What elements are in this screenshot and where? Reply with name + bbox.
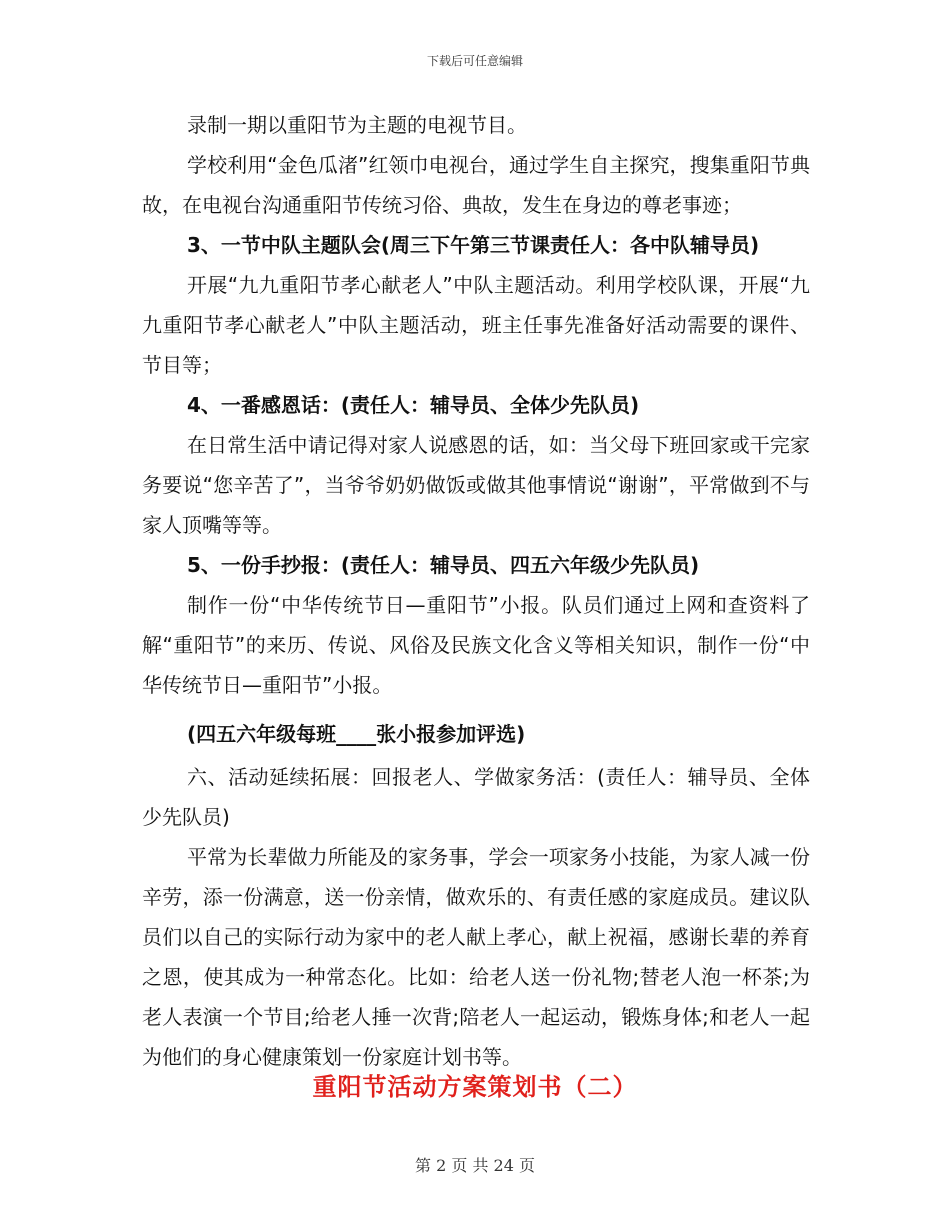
- document-body: [142, 105, 810, 1077]
- paragraph-tv-station: 学校利用“金色瓜渚”红领巾电视台，通过学生自主探究，搜集重阳节典故，在电视台沟通重阳节传统习俗、典故，发生在身边的尊老事迹；: [142, 153, 810, 217]
- paragraph-handwritten-newspaper: 制作一份“中华传统节日—重阳节”小报。队员们通过上网和查资料了解“重阳节”的来历、传说、风俗及民族文化含义等相关知识，制作一份“中华传统节日—重阳节”小报。: [142, 593, 810, 697]
- item-6-heading: 六、活动延续拓展：回报老人、学做家务活：(责任人：辅导员、全体少先队员): [142, 765, 810, 829]
- item-4-heading: 4、一番感恩话：(责任人：辅导员、全体少先队员): [187, 393, 640, 417]
- paragraph-team-meeting: 开展“九九重阳节孝心献老人”中队主题活动。利用学校队课，开展“九九重阳节孝心献老人”中队主题活动，班主任事先准备好活动需要的课件、节目等；: [142, 273, 810, 377]
- page-header: 下载后可任意编辑: [426, 54, 523, 68]
- note-newspaper-selection: (四五六年级每班____张小报参加评选): [187, 722, 526, 746]
- paragraph-tv-program: 录制一期以重阳节为主题的电视节目。: [187, 113, 527, 137]
- item-5-heading: 5、一份手抄报：(责任人：辅导员、四五六年级少先队员): [187, 553, 700, 577]
- page-footer: 第 2 页 共 24 页: [415, 1156, 535, 1175]
- item-3-heading: 3、一节中队主题队会(周三下午第三节课责任人：各中队辅导员): [187, 233, 760, 257]
- paragraph-thanks-words: 在日常生活中请记得对家人说感恩的话，如：当父母下班回家或干完家务要说“您辛苦了”，当爷爷奶奶做饭或做其他事情说“谢谢”，平常做到不与家人顶嘴等等。: [142, 433, 810, 537]
- paragraph-housework: 平常为长辈做力所能及的家务事，学会一项家务小技能，为家人减一份辛劳，添一份满意，送一份亲情，做欢乐的、有责任感的家庭成员。建议队员们以自己的实际行动为家中的老人献上孝心，献上祝福，感谢长辈的养育之恩，使其成为一种常态化。比如：给老人送一份礼物;替老人泡一杯茶;为老人表演一个节目;给老人捶一次背;陪老人一起运动，锻炼身体;和老人一起为他们的身心健康策划一份家庭计划书等。: [142, 845, 810, 1069]
- section-title: 重阳节活动方案策划书（二）: [312, 1073, 638, 1101]
